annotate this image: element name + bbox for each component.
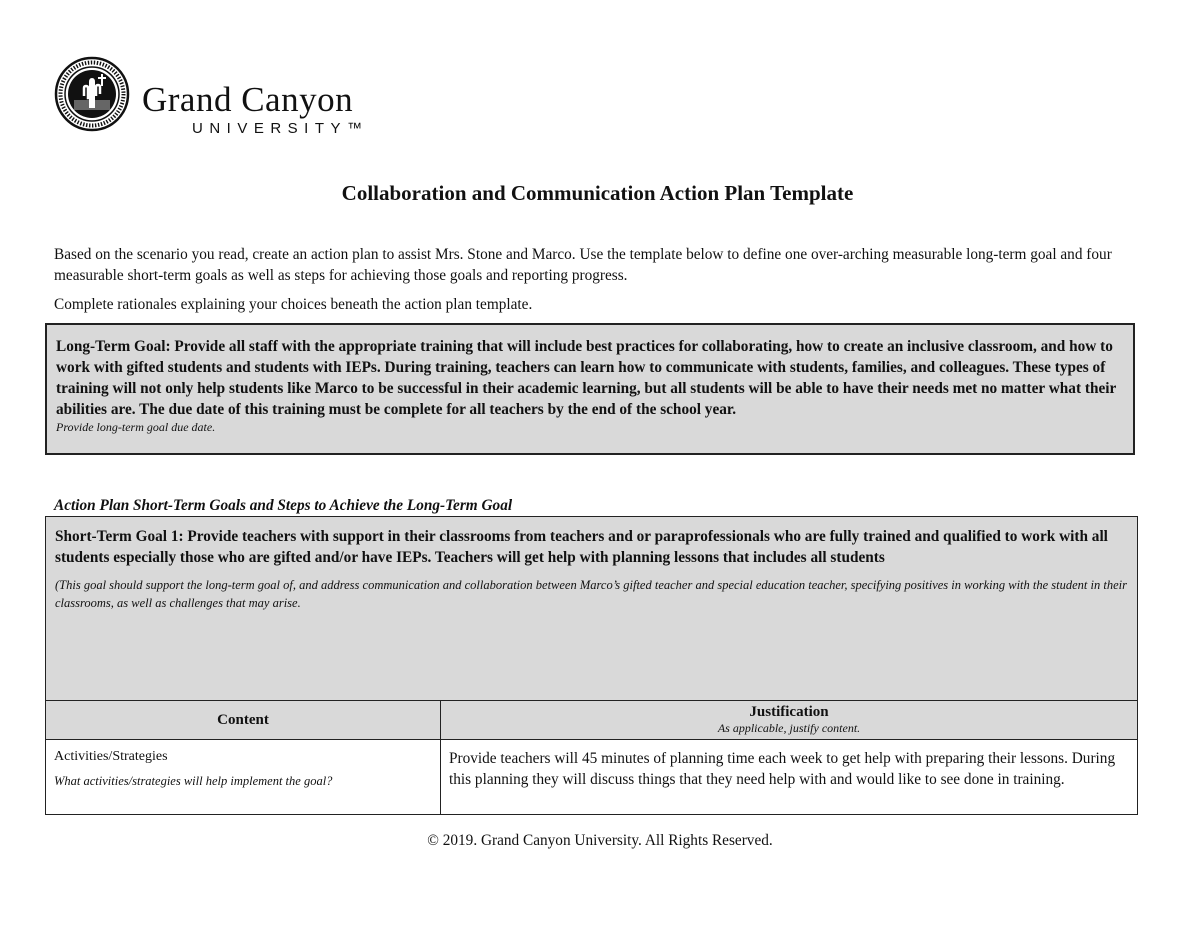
short-term-goal-1-note: (This goal should support the long-term goal of, and address communication and collaboration between Marco’s gifted teacher and special education teacher, specifying positives in working with the student in their classrooms, as well as challenges that may arise.: [55, 578, 1127, 610]
justification-header-sub: As applicable, justify content.: [717, 721, 861, 735]
row-question: What activities/strategies will help implement the goal?: [54, 774, 333, 788]
university-seal-icon: [54, 56, 130, 132]
short-term-goal-1-text: Short-Term Goal 1: Provide teachers with support in their classrooms from teachers and or paraprofessionals who are fully trained and qualified to work with all students especially those who are gifted and/or have IEPs. Teachers will get help with planning lessons that includes all students: [55, 528, 1108, 566]
logo-wordmark: Grand Canyon: [142, 80, 354, 119]
content-header-label: Content: [217, 712, 269, 728]
document-title: Collaboration and Communication Action Plan Template: [341, 181, 854, 205]
logo-subtitle: UNIVERSITY™: [192, 120, 369, 137]
long-term-goal-note: Provide long-term goal due date.: [56, 420, 216, 434]
justification-header-label: Justification: [749, 704, 829, 720]
content-column-header: [46, 701, 441, 740]
short-term-goal-1-cell[interactable]: [46, 517, 1138, 701]
short-term-goal-table: [45, 516, 1138, 815]
intro-paragraph: Based on the scenario you read, create an action plan to assist Mrs. Stone and Marco. Use the template below to define one over-arching measurable long-term goal and four measurable short-term goals as well as steps for achieving those goals and reporting progress.: [54, 246, 1112, 284]
activities-strategies-cell: [46, 740, 441, 815]
gcu-logo: [54, 56, 434, 136]
long-term-goal-text[interactable]: Long-Term Goal: Provide all staff with the appropriate training that will include best practices for collaborating, how to create an inclusive classroom, and how to work with gifted students and students with IEPs. During training, teachers can learn how to communicate with students, families, and colleagues. These types of training will not only help students like Marco to be successful in their academic learning, but all students will be able to have their needs met no matter what their abilities are. The due date of this training must be complete for all teachers by the end of the school year.: [56, 338, 1117, 418]
copyright-footer: © 2019. Grand Canyon University. All Rights Reserved.: [427, 832, 773, 849]
action-plan-heading: Action Plan Short-Term Goals and Steps to Achieve the Long-Term Goal: [54, 497, 513, 514]
justification-column-header: [441, 701, 1138, 740]
activities-strategies-response[interactable]: Provide teachers will 45 minutes of planning time each week to get help with preparing their lessons. During this planning they will discuss things that they need help with and would like to see done in training.: [441, 740, 1138, 815]
row-label: Activities/Strategies: [54, 749, 168, 764]
long-term-goal-box: [45, 323, 1135, 455]
table-row: [46, 740, 1138, 815]
intro-rationale-instruction: Complete rationales explaining your choices beneath the action plan template.: [54, 296, 533, 313]
